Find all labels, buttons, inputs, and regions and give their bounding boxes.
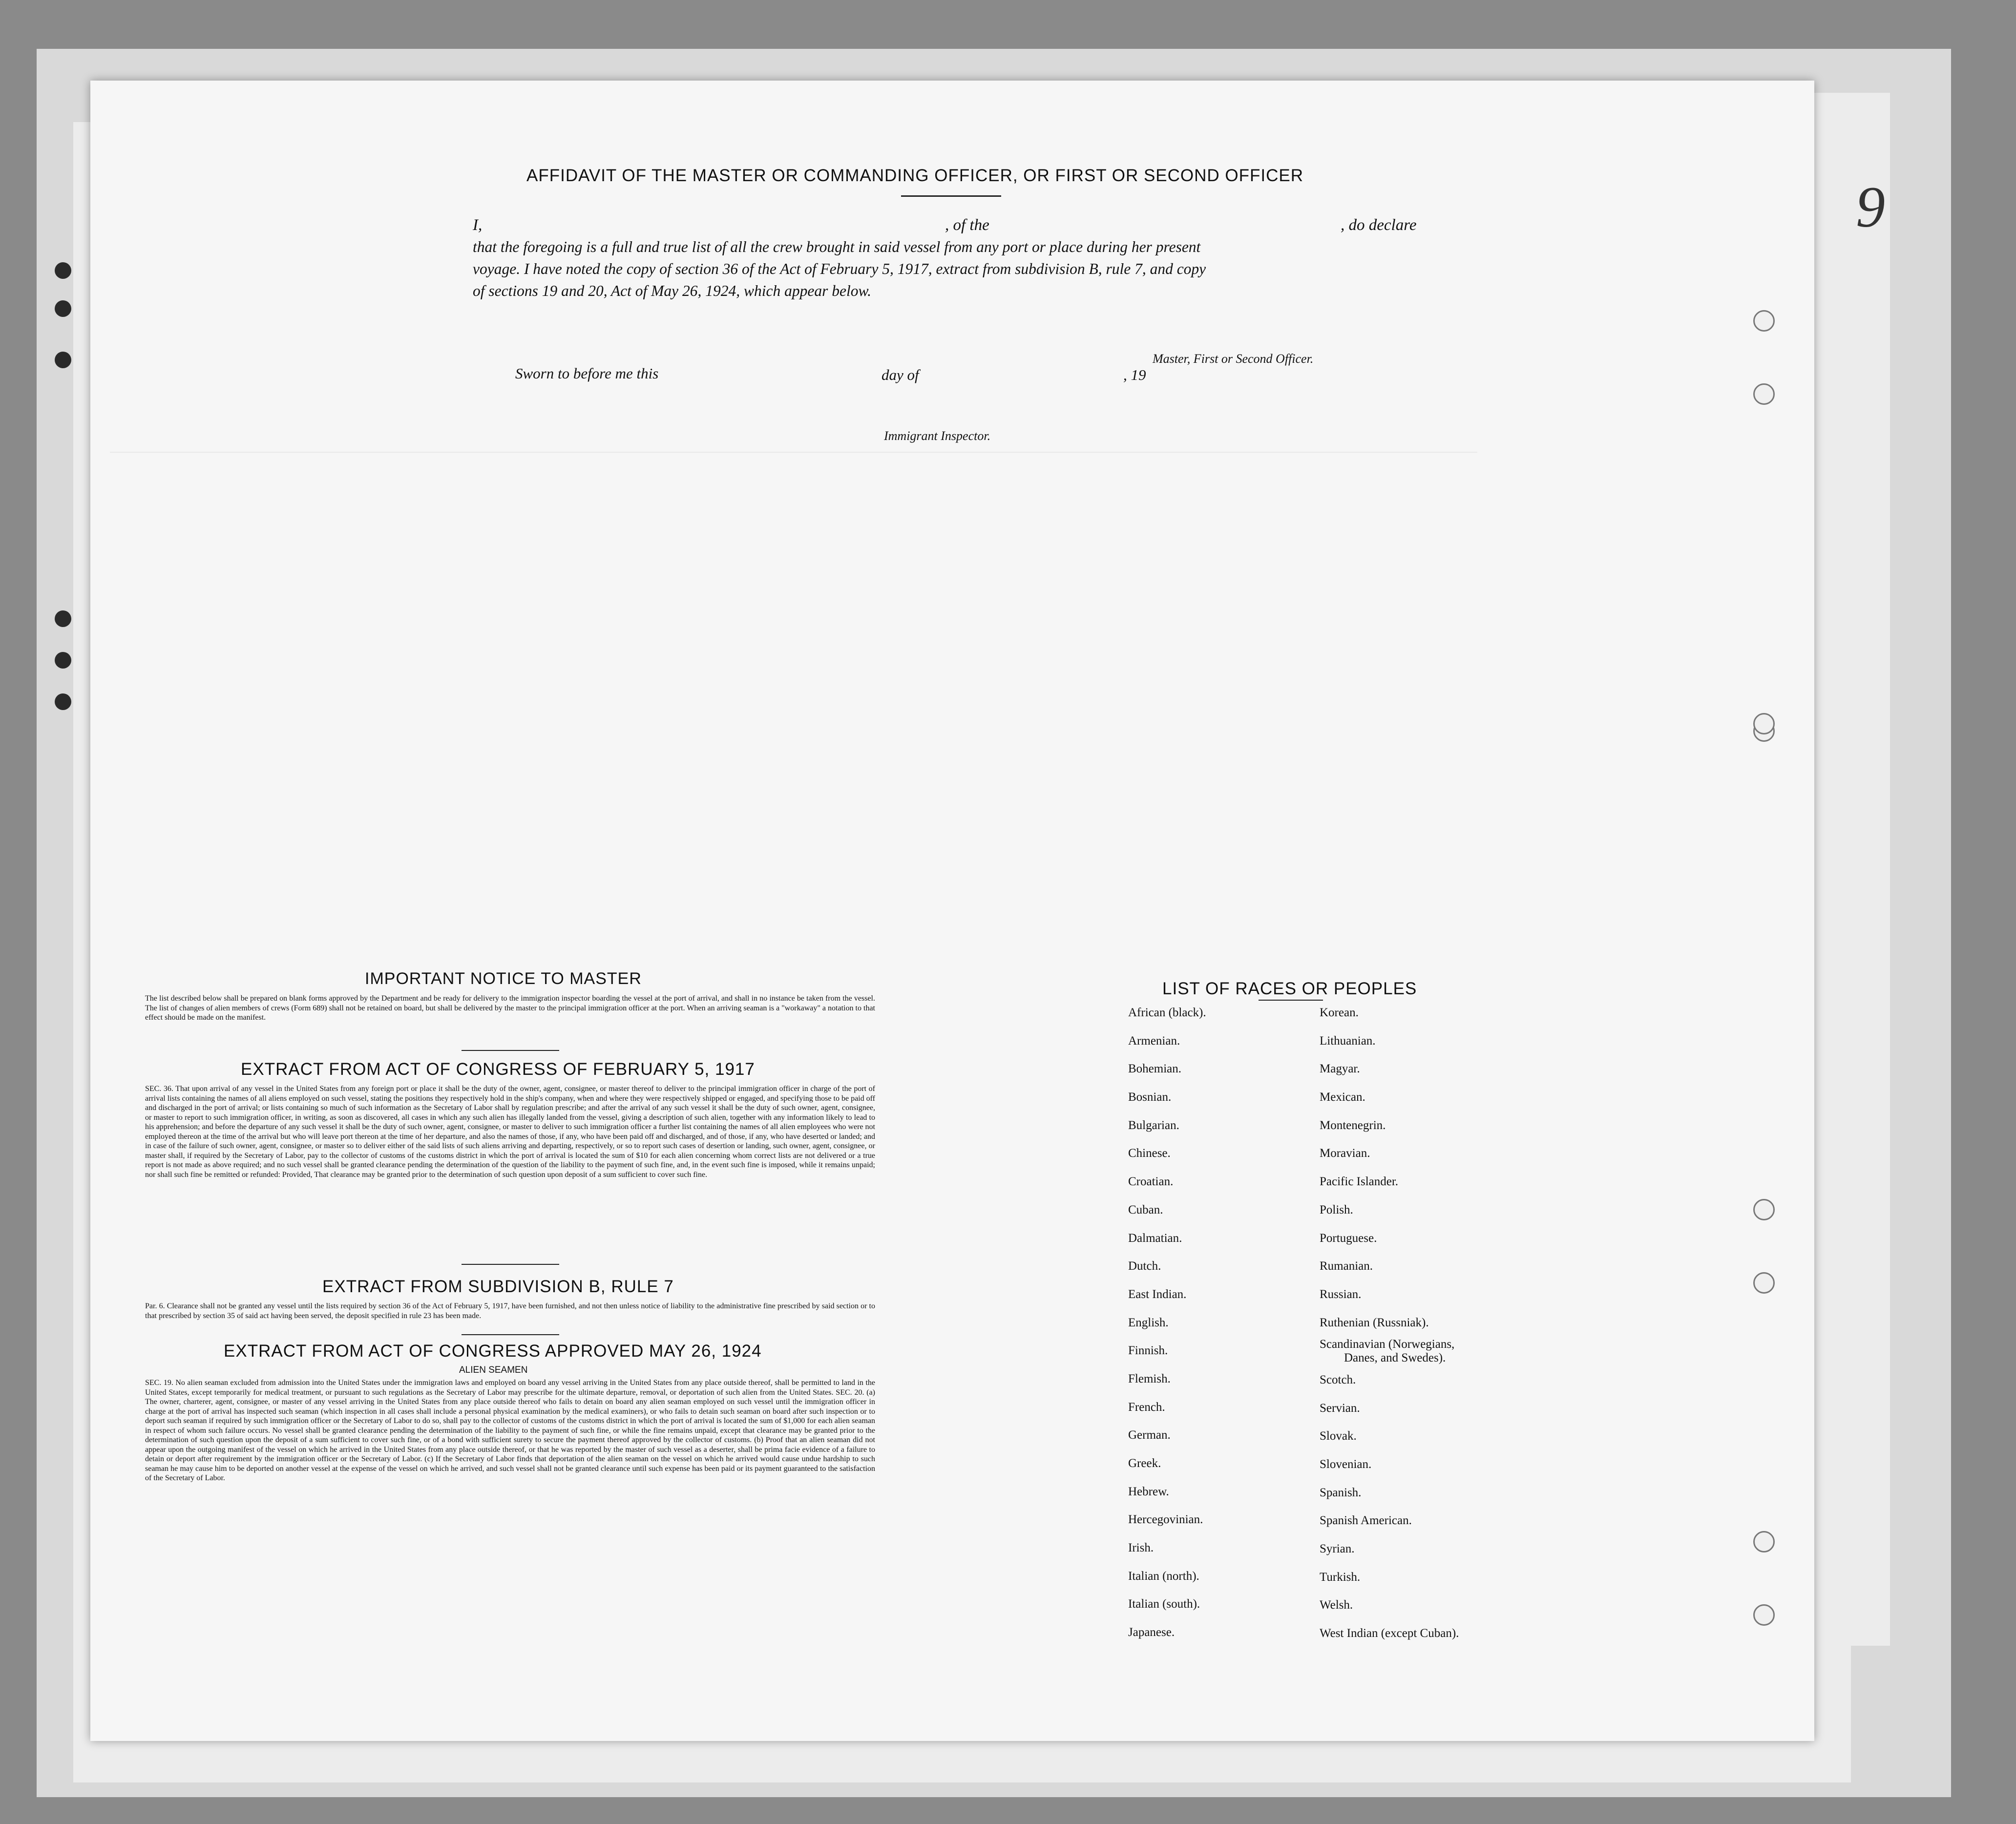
race-item: Japanese. xyxy=(1128,1626,1175,1639)
race-item: Greek. xyxy=(1128,1457,1161,1470)
year-label: , 19 xyxy=(1123,366,1146,383)
extract-1924-title: EXTRACT FROM ACT OF CONGRESS APPROVED MAY 26, 1924 xyxy=(224,1342,762,1361)
race-item: Montenegrin. xyxy=(1320,1118,1386,1132)
race-item: Hebrew. xyxy=(1128,1485,1169,1498)
race-item: Slovenian. xyxy=(1320,1458,1372,1471)
race-item: African (black). xyxy=(1128,1006,1206,1019)
race-item xyxy=(1320,1337,1459,1366)
race-item: Flemish. xyxy=(1128,1372,1171,1385)
race-item: Scotch. xyxy=(1320,1373,1356,1386)
races-left-column xyxy=(1128,999,1206,1647)
race-item: Ruthenian (Russniak). xyxy=(1320,1316,1429,1329)
race-item: Armenian. xyxy=(1128,1034,1180,1048)
races-title: LIST OF RACES OR PEOPLES xyxy=(1162,979,1417,998)
section-rule xyxy=(462,1334,559,1335)
race-item: West Indian (except Cuban). xyxy=(1320,1627,1459,1640)
race-item: Korean. xyxy=(1320,1006,1359,1019)
race-item: English. xyxy=(1128,1316,1169,1329)
bleed-through xyxy=(110,452,1477,599)
extract-1917-title: EXTRACT FROM ACT OF CONGRESS OF FEBRUARY 5, 1917 xyxy=(241,1060,755,1079)
punch-ring xyxy=(1753,1199,1775,1220)
binder-hole xyxy=(55,300,71,317)
notice-body: The list described below shall be prepared on blank forms approved by the Department and be ready for delivery to the immigration inspector boarding the vessel at the port of arrival, and shall in no instance be taken from the vessel. The list of changes of alien members of crews (Form 689) shall not be retained on board, but shall be delivered by the master to the principal immigration officer at the port. When an arriving seaman is a "workaway" a notation to that effect should be made on the manifest. xyxy=(145,994,875,1022)
race-item: Spanish. xyxy=(1320,1486,1362,1499)
affidavit-page xyxy=(90,81,1814,1741)
extract-1924-body: SEC. 19. No alien seaman excluded from admission into the United States under the immigration laws and employed on board any vessel arriving in the United States from any place outside thereof, shall be permitted to land in the United States, except temporarily for medical treatment, or pursuant to such regulations as the Secretary of Labor may prescribe for the ultimate departure, removal, or deportation of such alien from the United States. SEC. 20. (a) The owner, charterer, agent, consignee, or master of any vessel arriving in the United States from any place outside thereof who fails to detain on board any alien seaman employed on such vessel until the immigration officer in charge at the port of arrival has inspected such seaman (which inspection in all cases shall include a personal physical examination by the medical examiners), or who fails to detain such seaman on board after such inspection or to deport such seaman if required by such immigration officer or the Secretary of Labor to do so, shall pay to the collector of customs of the customs district in which the port of arrival is located the sum of $1,000 for each alien seaman in respect of whom such failure occurs. No vessel shall be granted clearance pending the determination of the liability to the payment of such fine, or while the fine remains unpaid, except that clearance may be granted prior to the determination of such question upon the deposit of a sum sufficient to cover such fine, or of a bond with sufficient surety to secure the payment thereof approved by the collector of customs. (b) Proof that an alien seaman did not appear upon the outgoing manifest of the vessel on which he arrived in the United States from any place outside thereof, or that he was reported by the master of such vessel as a deserter, shall be prima facie evidence of a failure to detain or deport after requirement by the immigration officer or the Secretary of Labor. (c) If the Secretary of Labor finds that deportation of the alien seaman on the vessel on which he arrived would cause undue hardship to such seaman he may cause him to be deported on another vessel at the expense of the vessel on which he arrived, and such vessel shall not be granted clearance until such expense has been paid or its payment guaranteed to the satisfaction of the Secretary of Labor. xyxy=(145,1379,875,1483)
punch-ring xyxy=(1753,383,1775,405)
race-item: Dutch. xyxy=(1128,1259,1161,1273)
race-item: Chinese. xyxy=(1128,1147,1171,1160)
affidavit-line-2: that the foregoing is a full and true list of all the crew brought in said vessel from any port or place during her present xyxy=(473,238,1201,255)
race-item: Pacific Islander. xyxy=(1320,1175,1399,1189)
inspector-signature-label: Immigrant Inspector. xyxy=(884,429,991,443)
race-item: Mexican. xyxy=(1320,1090,1365,1104)
race-item: Dalmatian. xyxy=(1128,1231,1182,1245)
race-item: Hercegovinian. xyxy=(1128,1513,1203,1527)
race-item: Bulgarian. xyxy=(1128,1118,1179,1132)
binder-hole xyxy=(55,693,71,710)
race-item: Italian (south). xyxy=(1128,1597,1200,1611)
affidavit-declare: , do declare xyxy=(1341,216,1417,234)
race-item: East Indian. xyxy=(1128,1287,1187,1301)
race-item: Bosnian. xyxy=(1128,1090,1172,1104)
title-rule xyxy=(901,195,1001,197)
race-item: Polish. xyxy=(1320,1203,1353,1216)
affidavit-line-4: of sections 19 and 20, Act of May 26, 1924, which appear below. xyxy=(473,282,872,299)
races-title-underline xyxy=(1259,1000,1323,1001)
rule-7-title: EXTRACT FROM SUBDIVISION B, RULE 7 xyxy=(322,1277,674,1296)
affidavit-of-the: , of the xyxy=(945,216,989,234)
race-item: Syrian. xyxy=(1320,1542,1355,1556)
punch-ring xyxy=(1753,1531,1775,1552)
race-item: Lithuanian. xyxy=(1320,1034,1376,1048)
races-right-column xyxy=(1320,999,1459,1648)
race-item: Cuban. xyxy=(1128,1203,1163,1216)
affidavit-i: I, xyxy=(473,216,483,234)
race-item: Irish. xyxy=(1128,1541,1154,1555)
affidavit-title: AFFIDAVIT OF THE MASTER OR COMMANDING OFFICER, OR FIRST OR SECOND OFFICER xyxy=(526,166,1304,185)
punch-ring xyxy=(1753,713,1775,734)
race-item: Italian (north). xyxy=(1128,1569,1199,1583)
binder-hole xyxy=(55,610,71,627)
race-item: Russian. xyxy=(1320,1287,1362,1301)
race-item: Bohemian. xyxy=(1128,1062,1182,1076)
race-item-line: Scandinavian (Norwegians, xyxy=(1320,1338,1455,1351)
race-item: French. xyxy=(1128,1400,1165,1414)
race-item: Slovak. xyxy=(1320,1429,1357,1443)
race-item: Croatian. xyxy=(1128,1175,1174,1189)
master-signature-label: Master, First or Second Officer. xyxy=(1153,352,1314,366)
alien-seamen-subtitle: ALIEN SEAMEN xyxy=(459,1365,528,1375)
section-rule xyxy=(462,1264,559,1265)
rule-7-body: Par. 6. Clearance shall not be granted any vessel until the lists required by section 36 of the Act of February 5, 1917, have been furnished, and not then unless notice of liability to the administrative fine prescribed by said section or to that prescribed by section 35 of said act having been served, the deposit specified in rule 23 has been made. xyxy=(145,1302,875,1320)
race-item: Turkish. xyxy=(1320,1570,1361,1584)
race-item-continuation: Danes, and Swedes). xyxy=(1344,1351,1446,1365)
margin-mark: 9 xyxy=(1856,174,1885,239)
binder-hole xyxy=(55,262,71,279)
race-item: Finnish. xyxy=(1128,1344,1168,1358)
notice-title: IMPORTANT NOTICE TO MASTER xyxy=(365,969,642,988)
race-item: Spanish American. xyxy=(1320,1514,1412,1528)
binder-hole xyxy=(55,652,71,669)
binder-hole xyxy=(55,352,71,368)
race-item: German. xyxy=(1128,1428,1171,1442)
affidavit-line-3: voyage. I have noted the copy of section 36 of the Act of February 5, 1917, extract from subdivision B, rule 7, and copy xyxy=(473,260,1206,277)
punch-ring xyxy=(1753,1604,1775,1626)
day-of-label: day of xyxy=(882,366,919,383)
section-rule xyxy=(462,1050,559,1051)
race-item: Portuguese. xyxy=(1320,1231,1377,1245)
sworn-label: Sworn to before me this xyxy=(515,365,659,382)
extract-1917-body: SEC. 36. That upon arrival of any vessel in the United States from any foreign port or place it shall be the duty of the owner, agent, consignee, or master thereof to deliver to the principal immigration officer in charge of the port of arrival lists containing the names of all aliens employed on such vessel, stating the positions they respectively hold in the ship's company, when and where they were respectively shipped or engaged, and specifying those to be paid off and discharged in the port of arrival; or lists containing so much of such information as the Secretary of Labor shall by regulation prescribe; and after the arrival of any such vessel it shall be the duty of such owner, agent, consignee, or master to report to such immigration officer, in writing, as soon as discovered, all cases in which any such alien has illegally landed from the vessel, giving a description of such alien, together with any information likely to lead to his apprehension; and before the departure of any such vessel it shall be the duty of such owner, agent, consignee, or master to deliver to such immigration officer a further list containing the names of all alien employees who were not employed thereon at the time of the arrival but who will leave port thereon at the time of her departure, and also the names of those, if any, who have been paid off and discharged, and of those, if any, who have deserted or landed; and in case of the failure of such owner, agent, consignee, or master so to deliver either of the said lists of such aliens arriving and departing, respectively, or so to report such cases of desertion or landing, such owner, agent, consignee, or master shall, if required by the Secretary of Labor, pay to the collector of customs of the customs district in which the port of arrival is located the sum of $10 for each alien concerning whom correct lists are not delivered or a true report is not made as above required; and no such vessel shall be granted clearance pending the determination of the question of the liability to the payment of such fine, and, in the event such fine is imposed, while it remains unpaid; nor shall such fine be remitted or refunded: Provided, That clearance may be granted prior to the determination of such question upon deposit of a sum sufficient to cover such fine. xyxy=(145,1085,875,1179)
punch-ring xyxy=(1753,1272,1775,1294)
race-item: Magyar. xyxy=(1320,1062,1360,1076)
race-item: Welsh. xyxy=(1320,1598,1353,1612)
race-item: Moravian. xyxy=(1320,1147,1370,1160)
race-item: Servian. xyxy=(1320,1401,1360,1415)
punch-ring xyxy=(1753,310,1775,332)
race-item: Rumanian. xyxy=(1320,1259,1373,1273)
